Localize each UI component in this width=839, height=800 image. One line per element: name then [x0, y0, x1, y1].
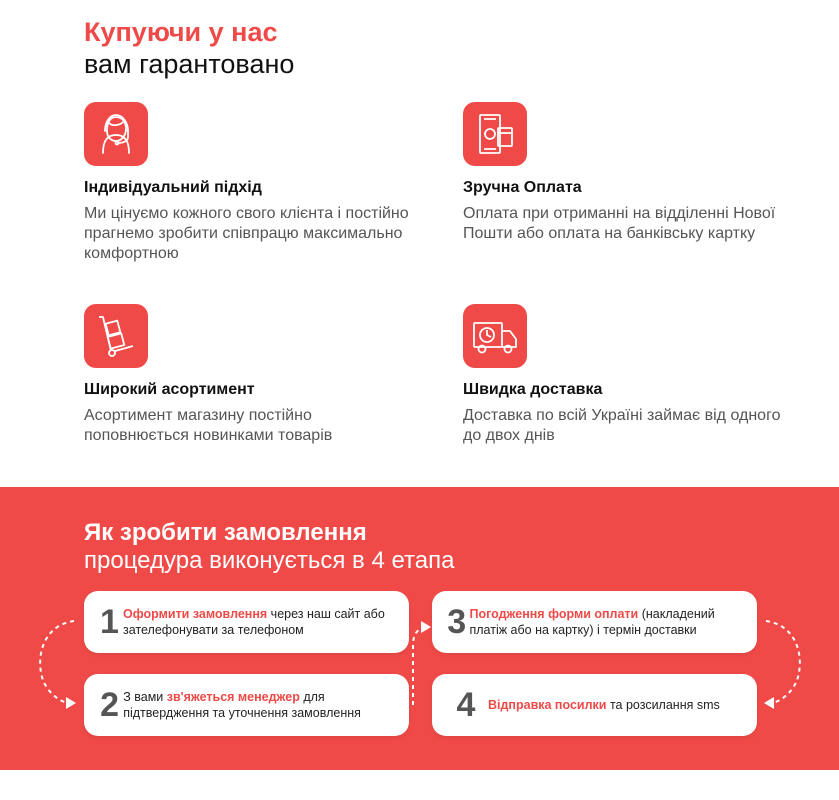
step-text — [123, 606, 409, 638]
hand-truck-icon — [84, 304, 148, 368]
step-text — [488, 697, 732, 713]
cash-payment-icon — [463, 102, 527, 166]
right-curved-arrow-icon — [760, 615, 806, 711]
order-step-1 — [84, 591, 409, 653]
footer-spacer — [0, 770, 839, 800]
step-highlight: зв'яжеться менеджер — [166, 690, 300, 704]
step-number: 1 — [100, 602, 119, 641]
step-rest: через наш сайт або зателефонувати за телефоном — [123, 607, 385, 637]
hero-title-sub: вам гарантовано — [84, 49, 295, 79]
order-subtitle: процедура виконується в 4 етапа — [84, 547, 455, 574]
left-curved-arrow-icon — [34, 615, 80, 711]
feature-desc: Ми цінуємо кожного свого клієнта і постійно прагнемо зробити співпрацю максимально комфортною — [84, 205, 409, 262]
feature-fast-delivery — [463, 304, 793, 446]
feature-title: Широкий асортимент — [84, 381, 255, 398]
delivery-truck-icon — [463, 304, 527, 368]
order-step-2 — [84, 674, 409, 736]
feature-title: Індивідуальний підхід — [84, 179, 262, 196]
order-step-3 — [432, 591, 757, 653]
step-rest: (накладений платіж або на картку) і термін доставки — [469, 607, 715, 637]
step-prefix: З вами — [123, 690, 167, 704]
feature-desc: Оплата при отриманні на відділенні Нової Пошти або оплата на банківську картку — [463, 205, 776, 242]
step-text — [469, 606, 757, 638]
order-section — [0, 487, 839, 770]
hero-title-accent: Купуючи у нас — [84, 17, 278, 47]
step-number: 2 — [100, 685, 120, 724]
step-rest: та розсилання sms — [606, 698, 720, 712]
feature-title: Швидка доставка — [463, 381, 603, 398]
support-agent-icon — [84, 102, 148, 166]
feature-individual-approach — [84, 102, 414, 264]
step-highlight: Відправка посилки — [488, 698, 607, 712]
step-rest: для підтвердження та уточнення замовлення — [123, 690, 361, 720]
order-title: Як зробити замовлення — [84, 519, 367, 546]
step-number: 4 — [456, 685, 476, 724]
feature-wide-assortment — [84, 304, 414, 446]
step-highlight: Погодження форми оплати — [469, 607, 639, 621]
feature-desc: Доставка по всій Україні займає від одного до двох днів — [463, 407, 781, 444]
middle-dashed-arrow-icon — [407, 615, 433, 711]
feature-convenient-payment — [463, 102, 793, 244]
step-highlight: Оформити замовлення — [123, 607, 268, 621]
hero-heading — [84, 16, 294, 80]
feature-title: Зручна Оплата — [463, 179, 582, 196]
order-step-4 — [432, 674, 757, 736]
step-number: 3 — [447, 602, 467, 641]
step-text — [123, 689, 409, 721]
feature-desc: Асортимент магазину постійно поповнюється новинками товарів — [84, 407, 333, 444]
